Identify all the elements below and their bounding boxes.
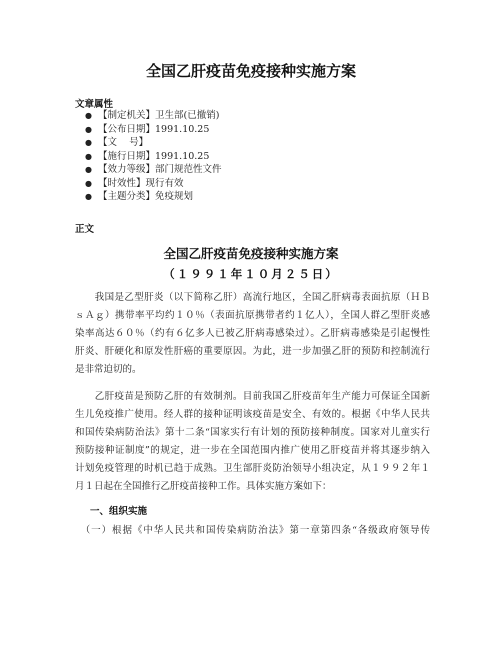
body-date: （１９９１年１０月２５日） — [163, 267, 339, 281]
paragraph-line: ｓＡｇ）携带率平均约１０％（表面抗原携带者约１亿人），全国人群乙型肝炎感 — [75, 310, 430, 321]
paragraph-line: 染率高达６０％（约有６亿多人已被乙肝病毒感染过）。乙肝病毒感染是引起慢性 — [75, 328, 430, 339]
bullet-icon: ● — [85, 111, 92, 120]
attribute-item — [85, 150, 222, 164]
attributes-heading: 文章属性 — [75, 99, 114, 110]
body-title: 全国乙肝疫苗免疫接种实施方案 — [163, 246, 339, 261]
paragraph-line: 我国是乙型肝炎（以下简称乙肝）高流行地区，全国乙肝病毒表面抗原（ＨＢ — [75, 292, 430, 303]
paragraph-line: 乙肝疫苗是预防乙肝的有效制剂。目前我国乙肝疫苗年生产能力可保证全国新 — [75, 391, 430, 402]
attribute-item — [85, 109, 222, 123]
attribute-text: 【施行日期】1991.10.25 — [98, 150, 210, 162]
paragraph-line: 肝炎、肝硬化和原发性肝癌的重要原因。为此，进一步加强乙肝的预防和控制流行 — [75, 346, 430, 357]
body-heading: 正文 — [75, 224, 95, 235]
paragraph-line: 生儿免疫推广使用。经人群的接种证明该疫苗是安全、有效的。根据《中华人民共 — [75, 409, 430, 420]
bullet-icon: ● — [85, 124, 92, 134]
attribute-item — [85, 123, 222, 137]
attribute-text: 【时效性】现行有效 — [98, 177, 184, 189]
attribute-text: 【效力等级】部门规范性文件 — [98, 164, 222, 175]
bullet-icon: ● — [85, 178, 92, 188]
document-title: 全国乙肝疫苗免疫接种实施方案 — [145, 62, 356, 80]
bullet-icon: ● — [85, 192, 92, 201]
bullet-icon: ● — [85, 138, 92, 147]
section-heading: 一、组织实施 — [90, 506, 148, 517]
paragraph-line: 预防接种证制度”的规定，进一步在全国范围内推广使用乙肝疫苗并将其逐步纳入 — [75, 445, 430, 456]
bullet-icon: ● — [85, 165, 92, 174]
attribute-text: 【公布日期】1991.10.25 — [98, 123, 210, 135]
attribute-item — [85, 177, 222, 191]
paragraph-line: 月１日起在全国推行乙肝疫苗接种工作。具体实施方案如下： — [75, 481, 332, 492]
paragraph-line: 和国传染病防治法》第十二条“国家实行有计划的预防接种制度。国家对儿童实行 — [75, 427, 430, 438]
attribute-list — [85, 109, 222, 204]
attribute-item — [85, 136, 222, 150]
attribute-text: 【主题分类】免疫规划 — [98, 191, 194, 202]
attribute-item — [85, 163, 222, 177]
attribute-text: 【文 号】 — [98, 137, 149, 148]
paragraph-line: （一）根据《中华人民共和国传染病防治法》第一章第四条“各级政府领导传 — [75, 525, 430, 536]
attribute-text: 【制定机关】卫生部(已撤销) — [98, 110, 220, 121]
bullet-icon: ● — [85, 151, 92, 161]
attribute-item — [85, 190, 222, 204]
paragraph-line: 是非常迫切的。 — [75, 364, 142, 375]
paragraph-line: 计划免疫管理的时机已趋于成熟。卫生部肝炎防治领导小组决定，从１９９２年１ — [75, 463, 430, 474]
